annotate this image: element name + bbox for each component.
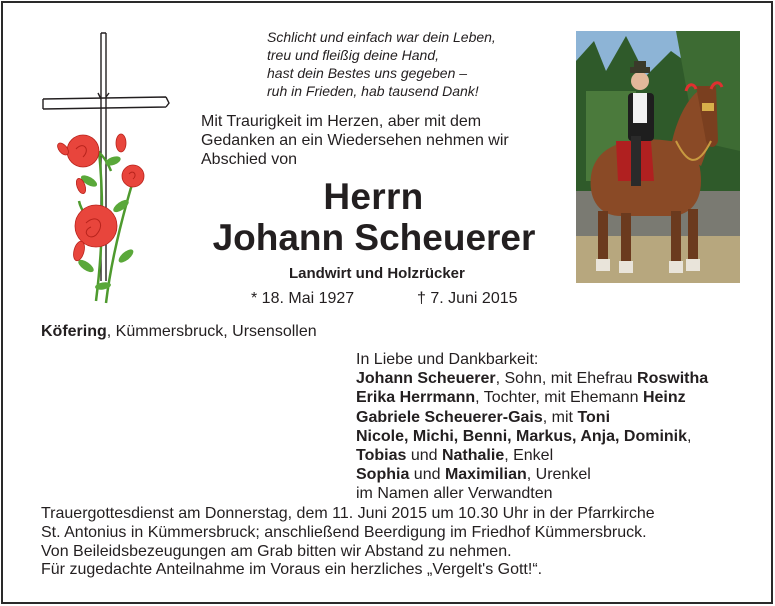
relative-name: Heinz [642,389,686,407]
relation-text: , Tochter, mit Ehemann [475,389,643,407]
poem-line: Schlicht und einfach war dein Leben, [267,29,496,45]
relative-name: Johann Scheuerer [356,370,496,388]
service-line: Von Beileidsbezeugungen am Grab bitten wir Abstand zu nehmen. [41,542,512,560]
intro-line: Abschied von [201,151,298,168]
relation-text: , [687,427,692,445]
funeral-service-info [41,505,741,580]
family-line [356,446,708,465]
obituary-notice [1,1,773,604]
family-line [356,465,708,484]
service-line: Trauergottesdienst am Donnerstag, dem 11. Juni 2015 um 10.30 Uhr in der Pfarrkirche [41,505,655,522]
family-line [356,427,708,446]
farewell-intro [201,112,561,169]
honorific: Herrn [323,176,424,217]
family-list [356,350,708,504]
birth-date: * 18. Mai 1927 [251,290,355,307]
intro-line: Mit Traurigkeit im Herzen, aber mit dem [201,113,482,130]
relative-name: Nathalie [441,447,505,465]
cross-with-roses-icon [41,31,176,311]
poem-line: treu und fleißig deine Hand, [267,47,439,63]
family-line [356,408,708,427]
relative-name: Toni [577,408,611,426]
relative-name: Tobias [356,447,407,465]
relative-name: Gabriele Scheuerer-Gais [356,408,543,426]
relation-text: , Urenkel [526,466,591,484]
memorial-poem [267,28,567,100]
intro-line: Gedanken an ein Wiedersehen nehmen wir [201,132,509,149]
family-intro: In Liebe und Dankbarkeit: [356,351,539,368]
relation-text: , mit [542,408,578,426]
relative-name: Roswitha [637,370,709,388]
relative-name: Maximilian [444,466,527,484]
family-closing: im Namen aller Verwandten [356,485,553,503]
family-line [356,369,708,388]
relation-text: und [409,466,445,484]
deceased-name: Johann Scheuerer [212,217,536,258]
death-date: † 7. Juni 2015 [417,290,518,307]
relative-name: Sophia [356,466,410,484]
relation-text: und [406,447,442,465]
portrait-photo-horse-rider [576,31,740,283]
family-line [356,388,708,407]
service-line: Für zugedachte Anteilnahme im Voraus ein herzliches „Vergelt's Gott!“. [41,561,543,579]
places-line [41,322,317,341]
relative-name: Nicole, Michi, Benni, Markus, Anja, Dominik [356,427,688,445]
relation-text: , Enkel [504,447,554,465]
home-village: Köfering [41,323,107,340]
relation-text: , Sohn, mit Ehefrau [495,370,638,388]
poem-line: ruh in Frieden, hab tausend Dank! [267,83,479,99]
deceased-occupation: Landwirt und Holzrücker [289,265,465,282]
poem-line: hast dein Bestes uns gegeben – [267,65,468,81]
service-line: St. Antonius in Kümmersbruck; anschließend Beerdigung im Friedhof Kümmersbruck. [41,523,647,541]
relative-name: Erika Herrmann [356,389,476,407]
other-places: , Kümmersbruck, Ursensollen [106,323,317,340]
